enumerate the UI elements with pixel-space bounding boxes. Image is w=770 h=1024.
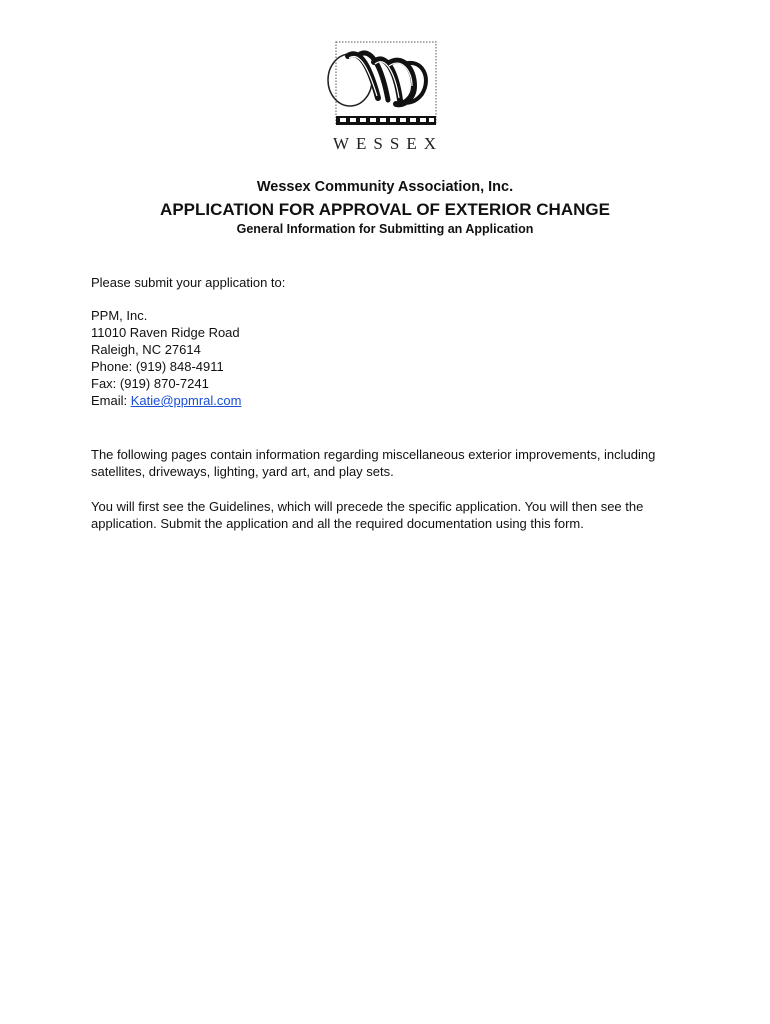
email-link[interactable]: Katie@ppmral.com xyxy=(130,393,242,408)
mailing-address xyxy=(91,307,691,409)
address-phone: Phone: (919) 848-4911 xyxy=(91,359,224,374)
address-city: Raleigh, NC 27614 xyxy=(91,342,201,357)
organization-name: Wessex Community Association, Inc. xyxy=(256,179,514,195)
address-street: 11010 Raven Ridge Road xyxy=(91,325,240,340)
submit-intro: Please submit your application to: xyxy=(91,275,286,290)
paragraph-guidelines: You will first see the Guidelines, which will precede the specific application. You will then see the application. Submit the application and all the required documentation using this form. xyxy=(91,499,644,531)
paragraph-improvements: The following pages contain information regarding miscellaneous exterior improvements, including satellites, driveways, lighting, yard art, and play sets. xyxy=(91,447,656,479)
wessex-ribbon-logo-icon xyxy=(318,38,458,134)
address-email-line xyxy=(91,392,691,409)
address-fax: Fax: (919) 870-7241 xyxy=(91,376,209,391)
address-company: PPM, Inc. xyxy=(91,308,148,323)
logo-wordmark: WESSEX xyxy=(333,134,443,153)
email-label: Email: xyxy=(91,393,131,408)
page-subtitle: General Information for Submitting an Application xyxy=(236,222,534,236)
wessex-logo xyxy=(318,38,458,160)
page-title: APPLICATION FOR APPROVAL OF EXTERIOR CHANGE xyxy=(160,200,610,219)
